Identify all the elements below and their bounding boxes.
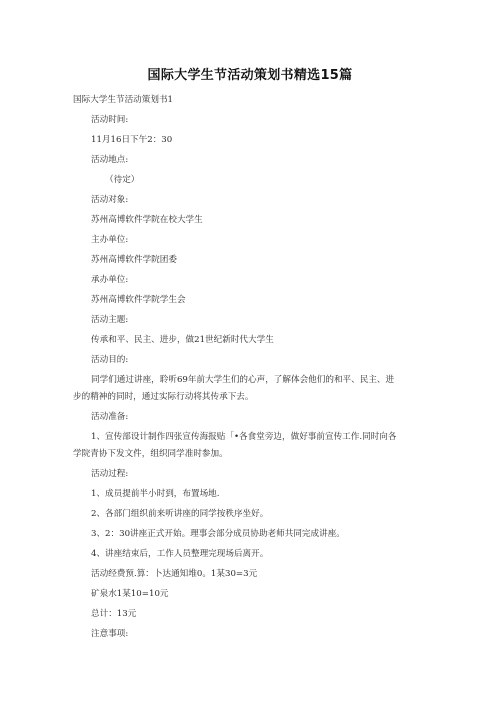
field-value: 活动经费预.算：卜达通知堆0。1某30=3元 xyxy=(91,569,258,579)
list-item: 2、各部门组织前来听讲座的同学按秩序坐好。 xyxy=(91,509,269,519)
document-title: 国际大学生节活动策划书精选15篇 xyxy=(147,68,353,83)
field-value: 11月16日下午2：30 xyxy=(91,135,173,145)
paragraph-line: 同学们通过讲座，聆听69年前大学生们的心声，了解体会他们的和平、民主、进 xyxy=(91,375,395,385)
paragraph-line: 步的精神的同时，通过实际行动将其传承下去。 xyxy=(73,392,254,402)
field-value: 总计：13元 xyxy=(91,609,137,619)
field-label: 主办单位: xyxy=(91,235,129,245)
paragraph-line: 学院青协下发文件，组织同学准时参加。 xyxy=(73,449,228,459)
field-label: 活动准备: xyxy=(91,412,129,422)
field-value: 矿泉水1某10=10元 xyxy=(91,589,169,599)
paragraph-line: 1、宣传部设计制作四张宣传海报贴「•各食堂旁边，做好事前宣传工作.同时向各 xyxy=(91,432,397,442)
field-label: 活动地点: xyxy=(91,155,129,165)
field-value: （待定） xyxy=(105,175,140,185)
field-label: 承办单位: xyxy=(91,275,129,285)
field-label: 活动主题: xyxy=(91,315,129,325)
field-value: 传承和平、民主、进步，做21世纪新时代大学生 xyxy=(91,335,274,345)
field-label: 活动时间: xyxy=(91,115,129,125)
field-label: 活动目的: xyxy=(91,355,129,365)
field-label: 注意事项: xyxy=(91,629,129,639)
list-item: 4、讲座结束后，工作人员整理完现场后离开。 xyxy=(91,549,269,559)
field-label: 活动过程: xyxy=(91,469,129,479)
field-value: 苏州高博软件学院学生会 xyxy=(91,295,186,305)
field-value: 苏州高博软件学院团委 xyxy=(91,255,177,265)
field-label: 活动对象: xyxy=(91,195,129,205)
section-heading: 国际大学生节活动策划书1 xyxy=(73,95,173,105)
list-item: 1、成员提前半小时到，布置场地. xyxy=(91,489,220,499)
field-value: 苏州高博软件学院在校大学生 xyxy=(91,215,203,225)
list-item: 3、2：30讲座正式开始。理事会部分成员协助老师共同完成讲座。 xyxy=(91,529,345,539)
